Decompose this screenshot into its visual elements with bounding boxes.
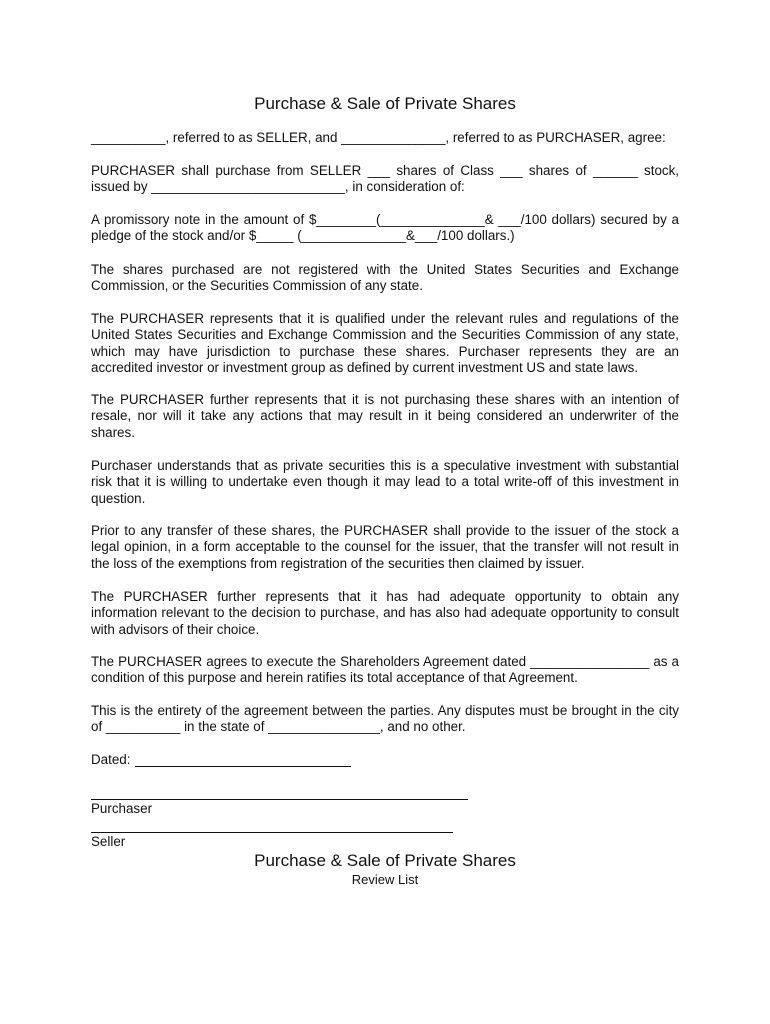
seller-label: Seller [91,834,126,849]
qualification-paragraph: The PURCHASER represents that it is qualified under the relevant rules and regulations of the United States Securities and Exchange Commission and the Securities Commission of any state, which may have jurisdiction to purchase these shares. Purchaser represents they are an accredited investor or investment group as defined by current investment US and state laws. [91,311,679,376]
entirety-paragraph: This is the entirety of the agreement between the parties. Any disputes must be brought in the city of __________ in the state of _______________, and no other. [91,703,679,735]
dated-label: Dated: [91,752,131,767]
document-title: Purchase & Sale of Private Shares [254,94,516,113]
purchaser-signature-line[interactable] [91,799,468,800]
consideration-paragraph: A promissory note in the amount of $________(______________& ___/100 dollars) secured by a pledge of the stock and/or $_____ (______________&___/100 dollars.) [91,212,679,244]
purchaser-label: Purchaser [91,801,153,816]
registration-paragraph: The shares purchased are not registered with the United States Securities and Exchange Commission, or the Securities Commission of any state. [91,262,679,294]
no-resale-paragraph: The PURCHASER further represents that it is not purchasing these shares with an intention of resale, nor will it take any actions that may result in it being considered an underwriter of the shares. [91,392,679,440]
risk-paragraph: Purchaser understands that as private securities this is a speculative investment with substantial risk that it is willing to undertake even though it may lead to a total write-off of this investment in question. [91,458,679,506]
transfer-paragraph: Prior to any transfer of these shares, the PURCHASER shall provide to the issuer of the stock a legal opinion, in a form acceptable to the counsel for the issuer, that the transfer will not result in the loss of the exemptions from registration of the securities then claimed by issuer. [91,523,679,571]
shareholders-agreement-paragraph: The PURCHASER agrees to execute the Shareholders Agreement dated ________________ as a condition of this purpose and herein ratifies its total acceptance of that Agreement. [91,654,679,686]
seller-signature-line[interactable] [91,832,453,833]
purchase-terms-paragraph: PURCHASER shall purchase from SELLER ___ shares of Class ___ shares of ______ stock, issued by __________________________, in consideration of: [91,163,679,195]
dated-line[interactable] [135,766,351,767]
opportunity-paragraph: The PURCHASER further represents that it has had adequate opportunity to obtain any information relevant to the decision to purchase, and has also had adequate opportunity to consult with advisors of their choice. [91,589,679,637]
parties-paragraph: __________, referred to as SELLER, and ______________, referred to as PURCHASER, agree: [91,130,666,145]
footer-subtitle: Review List [351,872,419,887]
footer-title: Purchase & Sale of Private Shares [254,851,516,870]
